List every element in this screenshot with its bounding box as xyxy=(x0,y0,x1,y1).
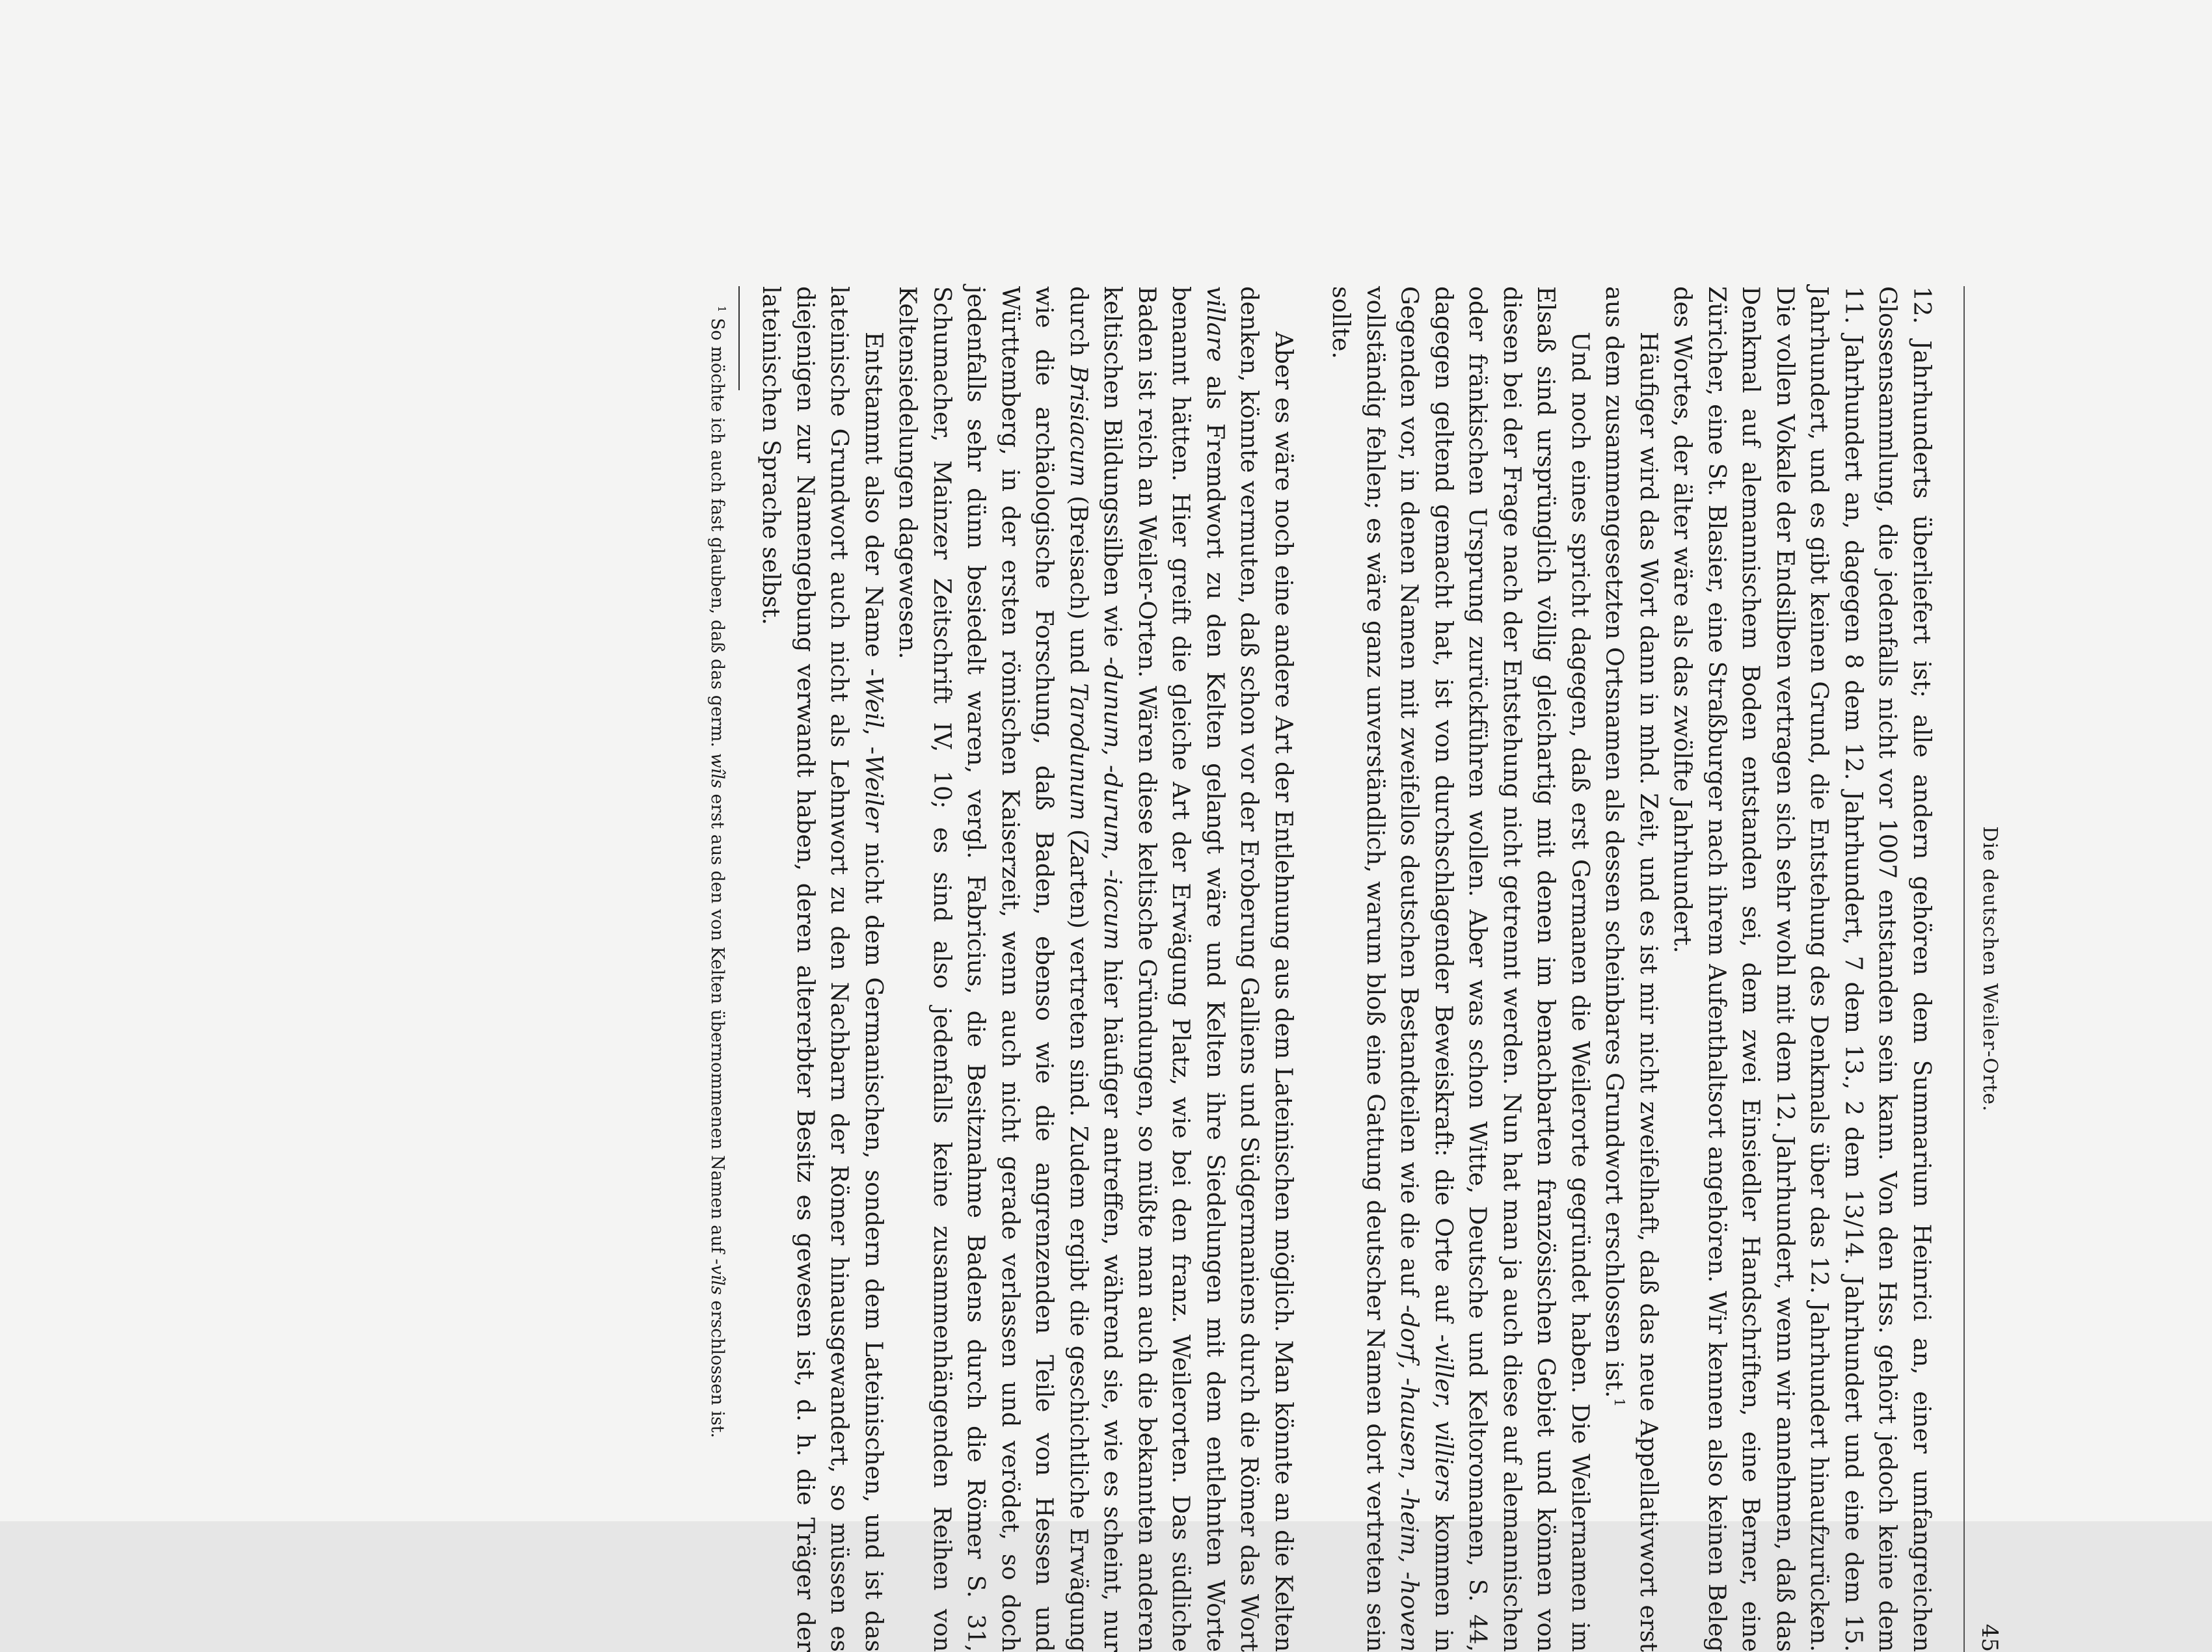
paragraph-3-text: vollständig fehlen; es wäre ganz unverständlich, warum bloß eine Gattung deutscher Namen dort vertreten sein sollte. xyxy=(1327,286,1390,1652)
footnote-mark: 1 xyxy=(716,306,728,313)
paragraph-5-text: Entstammt also der Name - xyxy=(860,332,888,676)
italic-term: villare xyxy=(1202,286,1230,362)
paragraph-5-text: nicht dem Germanischen, sondern dem Lateinischen, und ist das lateinische Grundwort auch nicht als Lehnwort zu den Nachbarn der Römer hinausgewandert, so müssen es diejenigen zur Namengebung verwandt haben, deren altererbter Besitz es gewesen ist, d. h. die Träger der lateinischen Sprache selbst. xyxy=(757,286,888,1652)
running-title: Die deutschen Weiler-Orte. xyxy=(1978,826,2001,1112)
italic-term: -viller, villiers xyxy=(1430,1334,1458,1502)
italic-term: Tarodunum xyxy=(1065,683,1093,821)
paragraph-4-text: hier häufiger antreffen, während sie, wie es scheint, nur durch xyxy=(1065,286,1127,1652)
paragraph-5 xyxy=(754,286,891,1652)
paragraph-4-text: (Breisach) und xyxy=(1065,496,1093,674)
paragraph-5-text: , - xyxy=(860,728,888,755)
italic-term: Weil xyxy=(860,676,888,728)
footnote-text: erschlossen ist. xyxy=(707,1300,727,1439)
italic-term: -dorf, -hausen, -heim, -hoven xyxy=(1396,1304,1424,1652)
italic-term: wîls xyxy=(707,753,727,788)
italic-term: -vîls xyxy=(707,1259,727,1295)
italic-term: Weiler xyxy=(860,754,888,832)
body-text xyxy=(705,286,1939,1652)
footnote-text: erst aus den von Kelten übernommenen Namen auf xyxy=(707,793,727,1253)
footnote-divider xyxy=(738,286,740,390)
footnote-text: So möchte ich auch fast glauben, daß das germ. xyxy=(707,317,727,748)
book-page xyxy=(325,286,2004,1652)
paragraph-3-text: Und noch eines spricht dagegen, daß erst Germanen die Weilerorte gegründet haben. Die Weilernamen im Elsaß sind ursprünglich völlig gleichartig mit denen im benachbarten französischen Gebiet und können von diesen bei der Frage nach der Entstehung nicht getrennt werden. Nun hat man ja auch diese auf alemannischen oder fränkischen Ursprung zurückführen wollen. Aber was schon Witte, Deutsche und Keltoromanen, S. 44, dagegen geltend gemacht hat, ist von durchschlagender Beweiskraft: die Orte auf xyxy=(1430,286,1595,1652)
paragraph-1-text: 12. Jahrhunderts überliefert ist; alle andern gehören dem Summarium Heinrici an, einer umfangreichen Glossensammlung, die jedenfalls nicht vor 1007 entstanden sein kann. Von den Hss. gehört jedoch keine dem 11. Jahrhundert an, dagegen 8 dem 12. Jahrhundert, 7 dem 13., 2 dem 13/14. Jahrhundert und eine dem 15. Jahrhundert, und es gibt keinen Grund, die Entstehung des Denkmals über das 12. Jahrhundert hinaufzurücken. Die vollen Vokale der Endsilben vertragen sich sehr wohl mit dem 12. Jahrhundert, wenn wir annehmen, daß das Denkmal auf alemannischem Boden entstanden sei, dem zwei Einsiedler Handschriften, eine Berner, eine Züricher, eine St. Blasier, eine Straßburger nach ihrem Aufenthaltsort angehören. Wir kennen also keinen Beleg des Wortes, der älter wäre als das zwölfte Jahrhundert. xyxy=(1669,286,1936,1652)
paragraph-3 xyxy=(1324,286,1597,1652)
italic-term: Brisiacum xyxy=(1065,365,1093,487)
italic-term: -dunum, -durum, -iacum xyxy=(1099,656,1127,950)
paragraph-4-text: als Fremdwort zu den Kelten gelangt wäre und Kelten ihre Siedelungen mit dem entlehnten Worte benannt hätten. Hier greift die gleiche Art der Erwägung Platz, wie bei den franz. Weilerorten. Das südliche Baden ist reich an Weiler-Orten. Wären diese keltische Gründungen, so müßte man auch die bekannten anderen keltischen Bildungssilben wie xyxy=(1099,286,1230,1652)
paragraph-2-text: Häufiger wird das Wort dann in mhd. Zeit, und es ist mir nicht zweifelhaft, daß das neue Appellativwort erst aus dem zusammengesetzten Ortsnamen als dessen scheinbares Grundwort erschlossen ist. xyxy=(1600,286,1663,1652)
paragraph-4-text: Aber es wäre noch eine andere Art der Entlehnung aus dem Lateinischen möglich. Man könnte an die Kelten denken, könnte vermuten, daß schon vor der Eroberung Galliens und Südgermaniens durch die Römer das Wort xyxy=(1235,286,1298,1652)
footnote-reference: 1 xyxy=(1611,1398,1628,1407)
paragraph-2 xyxy=(1597,286,1666,1652)
paragraph-4-text: (Zarten) vertreten sind. Zudem ergibt die geschichtliche Erwägung wie die archäologische Forschung, daß Baden, ebenso wie die angrenzenden Teile von Hessen und Württemberg, in der ersten römischen Kaiserzeit, wenn auch nicht gerade verlassen und verödet, so doch jedenfalls sehr dünn besiedelt waren, vergl. Fabricius, die Besitznahme Badens durch die Römer S. 31, Schumacher, Mainzer Zeitschrift IV, 10; es sind also jedenfalls keine zusammenhängenden Reihen von Keltensiedelungen dagewesen. xyxy=(894,286,1093,1652)
paragraph-4 xyxy=(891,286,1301,1652)
page-number: 45 xyxy=(1976,1623,2003,1652)
paragraph-3-text: kommen in Gegenden vor, in denen Namen mit zweifellos deutschen Bestandteilen wie die auf xyxy=(1396,286,1458,1652)
paragraph-1 xyxy=(1666,286,1939,1652)
running-head xyxy=(1963,286,2004,1652)
footnote xyxy=(705,286,729,1652)
